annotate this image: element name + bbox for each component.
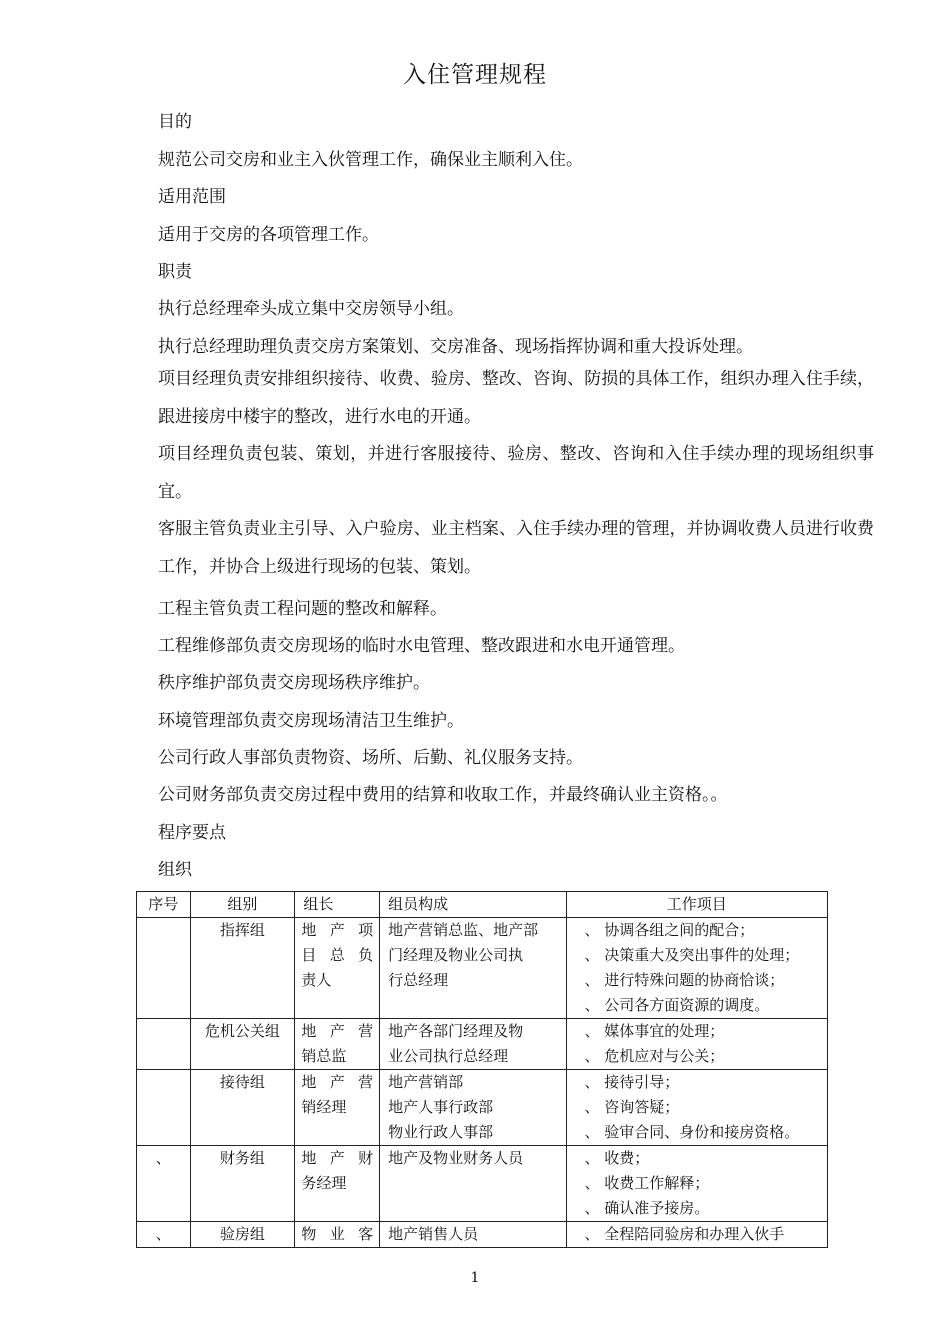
heading-responsibilities: 职责 [158, 262, 192, 282]
members-line: 行总经理 [388, 971, 449, 989]
task-item: 、 危机应对与公关； [584, 1047, 725, 1065]
task-item: 、 验审合同、身份和接房资格。 [584, 1123, 800, 1141]
document-title: 入住管理规程 [403, 62, 547, 88]
task-item: 、 协调各组之间的配合； [584, 921, 755, 939]
cell-tasks [566, 1019, 827, 1070]
task-item: 、 公司各方面资源的调度。 [584, 996, 770, 1014]
paragraph-responsibility: 项目经理负责包装、策划，并进行客服接待、验房、整改、咨询和入住手续办理的现场组织事宜。 [158, 444, 874, 502]
paragraph-responsibility: 执行总经理牵头成立集中交房领导小组。 [158, 299, 464, 319]
paragraph-responsibility: 环境管理部负责交房现场清洁卫生维护。 [158, 711, 464, 731]
paragraph-responsibility: 执行总经理助理负责交房方案策划、交房准备、现场指挥协调和重大投诉处理。 [158, 337, 753, 357]
cell-group: 指挥组 [190, 918, 295, 1019]
cell-tasks [566, 1146, 827, 1222]
cell-group: 危机公关组 [190, 1019, 295, 1070]
members-line: 地产营销部 [388, 1073, 464, 1091]
members-line: 地产及物业财务人员 [388, 1149, 524, 1167]
cell-group: 财务组 [190, 1146, 295, 1222]
cell-group: 接待组 [190, 1070, 295, 1146]
cell-leader [295, 1222, 380, 1248]
leader-line: 销总监 [301, 1047, 347, 1065]
leader-line: 务经理 [301, 1174, 347, 1192]
cell-no: 、 [137, 1222, 191, 1248]
cell-leader [295, 918, 380, 1019]
paragraph-responsibility: 秩序维护部负责交房现场秩序维护。 [158, 673, 430, 693]
paragraph-responsibility: 公司财务部负责交房过程中费用的结算和收取工作，并最终确认业主资格。。 [158, 785, 728, 805]
header-members: 组员构成 [380, 892, 566, 918]
task-item: 、 接待引导； [584, 1073, 680, 1091]
task-item: 、 进行特殊问题的协商恰谈； [584, 971, 785, 989]
cell-leader [295, 1070, 380, 1146]
leader-line: 目 总 负 [301, 946, 374, 964]
leader-line: 地 产 营 [301, 1022, 374, 1040]
leader-line: 地 产 项 [301, 921, 374, 939]
cell-no [137, 918, 191, 1019]
members-line: 地产各部门经理及物 [388, 1022, 524, 1040]
table-header-row [137, 892, 828, 918]
paragraph-responsibility: 工程主管负责工程问题的整改和解释。 [158, 599, 447, 619]
cell-members [380, 918, 566, 1019]
cell-no: 、 [137, 1146, 191, 1222]
table-row [137, 1146, 828, 1222]
cell-members [380, 1019, 566, 1070]
cell-tasks [566, 918, 827, 1019]
heading-procedure: 程序要点 [158, 823, 226, 843]
cell-members [380, 1222, 566, 1248]
leader-line: 销经理 [301, 1098, 347, 1116]
cell-tasks [566, 1222, 827, 1248]
paragraph-purpose: 规范公司交房和业主入伙管理工作，确保业主顺利入住。 [158, 150, 583, 170]
task-item: 、 收费工作解释； [584, 1174, 710, 1192]
table-row [137, 918, 828, 1019]
task-item: 、 全程陪同验房和办理入伙手 [584, 1225, 785, 1243]
cell-members [380, 1146, 566, 1222]
cell-leader [295, 1146, 380, 1222]
header-group: 组别 [190, 892, 295, 918]
paragraph-scope: 适用于交房的各项管理工作。 [158, 225, 379, 245]
header-no: 序号 [137, 892, 191, 918]
cell-group: 验房组 [190, 1222, 295, 1248]
leader-line: 责人 [301, 971, 332, 989]
cell-leader [295, 1019, 380, 1070]
table-row [137, 1222, 828, 1248]
paragraph-responsibility: 客服主管负责业主引导、入户验房、业主档案、入住手续办理的管理，并协调收费人员进行收费工作，并协合上级进行现场的包装、策划。 [158, 519, 874, 577]
paragraph-responsibility: 工程维修部负责交房现场的临时水电管理、整改跟进和水电开通管理。 [158, 636, 685, 656]
page-number: 1 [470, 1270, 480, 1286]
leader-line: 物 业 客 [301, 1225, 374, 1243]
leader-line: 地 产 营 [301, 1073, 374, 1091]
header-tasks: 工作项目 [566, 892, 827, 918]
task-item: 、 咨询答疑； [584, 1098, 680, 1116]
cell-members [380, 1070, 566, 1146]
members-line: 业公司执行总经理 [388, 1047, 509, 1065]
organization-table [136, 891, 828, 1248]
table-row [137, 1019, 828, 1070]
task-item: 、 媒体事宜的处理； [584, 1022, 725, 1040]
cell-no [137, 1019, 191, 1070]
paragraph-responsibility: 公司行政人事部负责物资、场所、后勤、礼仪服务支持。 [158, 748, 583, 768]
task-item: 、 决策重大及突出事件的处理； [584, 946, 800, 964]
members-line: 地产营销总监、地产部 [388, 921, 539, 939]
heading-purpose: 目的 [158, 112, 192, 132]
members-line: 物业行政人事部 [388, 1123, 494, 1141]
paragraph-responsibility: 项目经理负责安排组织接待、收费、验房、整改、咨询、防损的具体工作，组织办理入住手续，跟进接房中楼宇的整改，进行水电的开通。 [158, 369, 874, 427]
header-leader: 组长 [295, 892, 380, 918]
cell-no [137, 1070, 191, 1146]
task-item: 、 确认准予接房。 [584, 1199, 710, 1217]
cell-tasks [566, 1070, 827, 1146]
table-row [137, 1070, 828, 1146]
members-line: 地产人事行政部 [388, 1098, 494, 1116]
leader-line: 地 产 财 [301, 1149, 374, 1167]
members-line: 门经理及物业公司执 [388, 946, 524, 964]
members-line: 地产销售人员 [388, 1225, 479, 1243]
heading-scope: 适用范围 [158, 187, 226, 207]
task-item: 、 收费； [584, 1149, 650, 1167]
heading-organization: 组织 [158, 860, 192, 880]
